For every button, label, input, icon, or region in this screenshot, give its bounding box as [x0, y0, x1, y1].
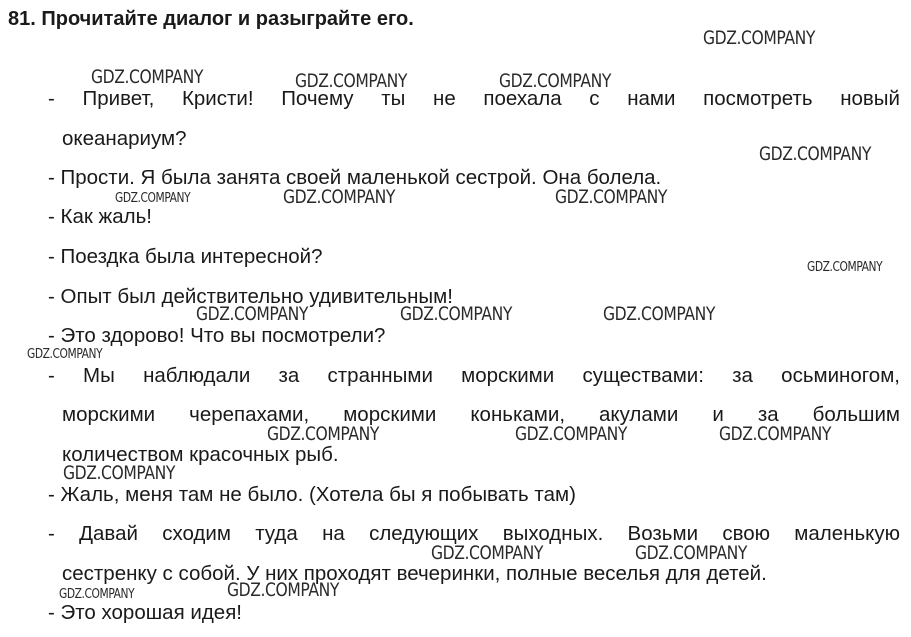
- dialogue-line: - Это здорово! Что вы посмотрели?: [48, 324, 386, 347]
- dialogue-line: - Прости. Я была занята своей маленькой сестрой. Она болела.: [48, 166, 662, 189]
- watermark: GDZ.COMPANY: [27, 347, 103, 362]
- dialogue-line: - Жаль, меня там не было. (Хотела бы я побывать там): [48, 483, 576, 506]
- watermark: GDZ.COMPANY: [807, 260, 883, 275]
- watermark: GDZ.COMPANY: [759, 143, 872, 165]
- dialogue-line: - Давай сходим туда на следующих выходных. Возьми свою маленькую: [48, 522, 900, 545]
- dialogue-line: морскими черепахами, морскими коньками, акулами и за большим: [62, 403, 900, 426]
- watermark: GDZ.COMPANY: [196, 303, 309, 325]
- dialogue-line: - Как жаль!: [48, 205, 152, 228]
- dialogue-line: сестренку с собой. У них проходят вечеринки, полные веселья для детей.: [62, 562, 767, 585]
- watermark: GDZ.COMPANY: [267, 423, 380, 445]
- watermark: GDZ.COMPANY: [295, 70, 408, 92]
- watermark: GDZ.COMPANY: [59, 587, 135, 602]
- watermark: GDZ.COMPANY: [499, 70, 612, 92]
- dialogue-line: - Поездка была интересной?: [48, 245, 323, 268]
- watermark: GDZ.COMPANY: [703, 27, 816, 49]
- watermark: GDZ.COMPANY: [283, 186, 396, 208]
- dialogue-line: океанариум?: [62, 127, 187, 150]
- watermark: GDZ.COMPANY: [431, 542, 544, 564]
- watermark: GDZ.COMPANY: [635, 542, 748, 564]
- exercise-title: 81. Прочитайте диалог и разыграйте его.: [8, 8, 414, 30]
- watermark: GDZ.COMPANY: [227, 579, 340, 601]
- watermark: GDZ.COMPANY: [400, 303, 513, 325]
- watermark: GDZ.COMPANY: [603, 303, 716, 325]
- dialogue-line: - Это хорошая идея!: [48, 601, 242, 624]
- watermark: GDZ.COMPANY: [91, 66, 204, 88]
- watermark: GDZ.COMPANY: [515, 423, 628, 445]
- watermark: GDZ.COMPANY: [115, 191, 191, 206]
- dialogue-line: количеством красочных рыб.: [62, 443, 339, 466]
- dialogue-line: - Привет, Кристи! Почему ты не поехала с нами посмотреть новый: [48, 87, 900, 110]
- watermark: GDZ.COMPANY: [555, 186, 668, 208]
- dialogue-line: - Мы наблюдали за странными морскими существами: за осьминогом,: [48, 364, 900, 387]
- dialogue-line: - Опыт был действительно удивительным!: [48, 285, 453, 308]
- watermark: GDZ.COMPANY: [719, 423, 832, 445]
- watermark: GDZ.COMPANY: [63, 462, 176, 484]
